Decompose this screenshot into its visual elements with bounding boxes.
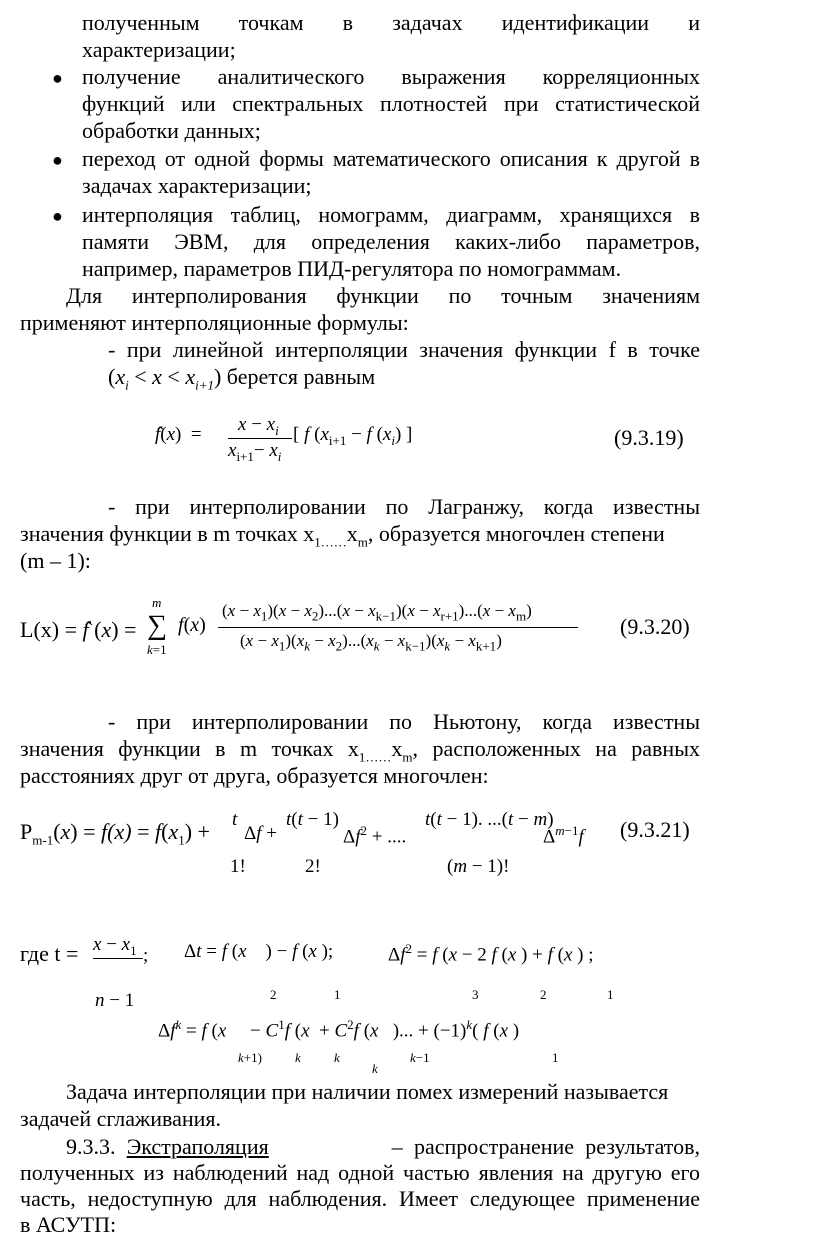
paragraph-line: значения функции в m точках $x_{1\dots\dots}x_m$, расположенных на равных: [20, 736, 700, 765]
formula-numerator: $x - x_1$: [93, 934, 137, 958]
bullet-line: получение аналитического выражения корреляционных: [82, 64, 700, 89]
bullet-line: задачах характеризации;: [82, 173, 312, 198]
formula-term: $\Delta f^2$ + ....: [343, 823, 407, 848]
index-mark: k+1): [238, 1050, 262, 1065]
index-mark: 2: [540, 987, 547, 1002]
sum-lower: k=1: [147, 642, 167, 657]
fraction-bar: [218, 627, 578, 628]
paragraph-line: применяют интерполяционные формулы:: [20, 310, 409, 335]
index-mark: 3: [472, 987, 479, 1002]
bullet-icon: ●: [52, 150, 63, 170]
formula-term: ;: [143, 945, 149, 966]
equation-number: (9.3.21): [620, 817, 690, 842]
paragraph-line: часть, недоступную для наблюдения. Имеет следующее применение: [20, 1186, 700, 1211]
paragraph-line: расстояниях друг от друга, образуется многочлен:: [20, 763, 489, 788]
sum-upper: m: [152, 595, 162, 610]
formula-denominator: $(x - x_1)(x_k - x_2)...(x_k - x_{k-1})(x_k - x_{k+1})$: [240, 631, 502, 654]
bullet-icon: ●: [52, 206, 63, 226]
formula-denominator: $x_{i+1}- x_i$: [228, 440, 282, 464]
formula-term: t(t − 1). ...(t − m): [425, 809, 554, 830]
sum-sign: ∑: [147, 610, 167, 641]
index-mark: k: [334, 1050, 340, 1065]
paragraph-line: - при интерполировании по Ньютону, когда известны: [108, 709, 700, 734]
equation-number: (9.3.19): [614, 425, 684, 450]
bullet-line: функций или спектральных плотностей при статистической: [82, 91, 700, 116]
formula-term: f(x): [178, 614, 206, 636]
bullet-line: памяти ЭВМ, для определения каких-либо параметров,: [82, 229, 700, 254]
formula-term: t: [232, 809, 238, 830]
formula-term: Δf +: [244, 823, 277, 844]
formula-lhs: L(x) = f̂ (x) =: [20, 617, 137, 642]
fraction-bar: [93, 958, 143, 959]
index-mark: k: [372, 1061, 378, 1076]
paragraph-line: Задача интерполяции при наличии помех измерений называется: [66, 1079, 669, 1104]
paragraph-line: (m – 1):: [20, 548, 91, 573]
bullet-line: переход от одной формы математического описания к другой в: [82, 146, 700, 171]
fraction-bar: [228, 438, 292, 439]
formula-term: $\Delta^{m-1}f$: [543, 823, 584, 848]
paragraph-line: - при интерполировании по Лагранжу, когда известны: [108, 494, 700, 519]
bullet-icon: ●: [52, 68, 63, 88]
formula-denominator: 2!: [305, 856, 321, 877]
formula-term: Δt = f (x ) − f (x );: [184, 941, 334, 962]
bullet-line: например, параметров ПИД-регулятора по номограммам.: [82, 256, 622, 281]
formula-bracket: [ f ($x_{i+1} - f$ $(x_i)$ ]: [293, 424, 413, 448]
paragraph-line: полученных из наблюдений над одной частью явления на другую его: [20, 1160, 700, 1185]
paragraph-line: полученным точкам в задачах идентификации и: [82, 10, 700, 35]
index-mark: 1: [334, 987, 341, 1002]
formula-numerator: $(x - x_1)(x - x_2)...(x - x_{k-1})(x - x_{r+1})...(x - x_m)$: [222, 601, 532, 624]
formula-lhs: f̂(x) =: [155, 424, 202, 445]
paragraph-line: 9.3.3. Экстраполяция – распространение результатов,: [66, 1134, 701, 1159]
index-mark: k: [295, 1050, 301, 1065]
bullet-line: обработки данных;: [82, 118, 261, 143]
formula-denominator: (m − 1)!: [447, 856, 510, 877]
formula-term: $\Delta f^k = f$ (x − $C^1f$ ($x + C^2f$ (x )... + $(-1)^k$( f (x ): [158, 1017, 520, 1042]
paragraph-line: Для интерполирования функции по точным значениям: [66, 283, 700, 308]
where-label: где t =: [20, 941, 79, 966]
index-mark: 2: [270, 987, 277, 1002]
paragraph-line: задачей сглаживания.: [20, 1106, 222, 1131]
paragraph-line: $(x_i < x < x_{i+1})$ берется равным: [108, 364, 376, 393]
index-mark: 1: [552, 1050, 559, 1065]
formula-term: $\Delta f^2 = f$ (x − 2 f (x ) + f (x ) ;: [388, 941, 594, 966]
index-mark: k−1: [410, 1050, 430, 1065]
formula-term: t(t − 1): [286, 809, 339, 830]
equation-number: (9.3.20): [620, 614, 690, 639]
paragraph-line: характеризации;: [82, 37, 236, 62]
paragraph-line: - при линейной интерполяции значения функции f в точке: [108, 337, 700, 362]
bullet-line: интерполяция таблиц, номограмм, диаграмм, хранящихся в: [82, 202, 700, 227]
formula-numerator: $x - x_i$: [238, 414, 279, 438]
paragraph-line: в АСУТП:: [20, 1212, 117, 1237]
term-extrapolation: Экстраполяция: [126, 1134, 269, 1159]
formula-denominator: 1!: [230, 856, 246, 877]
formula-lhs: $P_{m-1}(x) = f(x) = f(x_1)$ +: [20, 819, 210, 848]
index-mark: 1: [607, 987, 614, 1002]
paragraph-line: значения функции в m точках $x_{1\dots\dots}x_m$, образуется многочлен степени: [20, 521, 665, 550]
formula-term: n − 1: [95, 990, 135, 1011]
